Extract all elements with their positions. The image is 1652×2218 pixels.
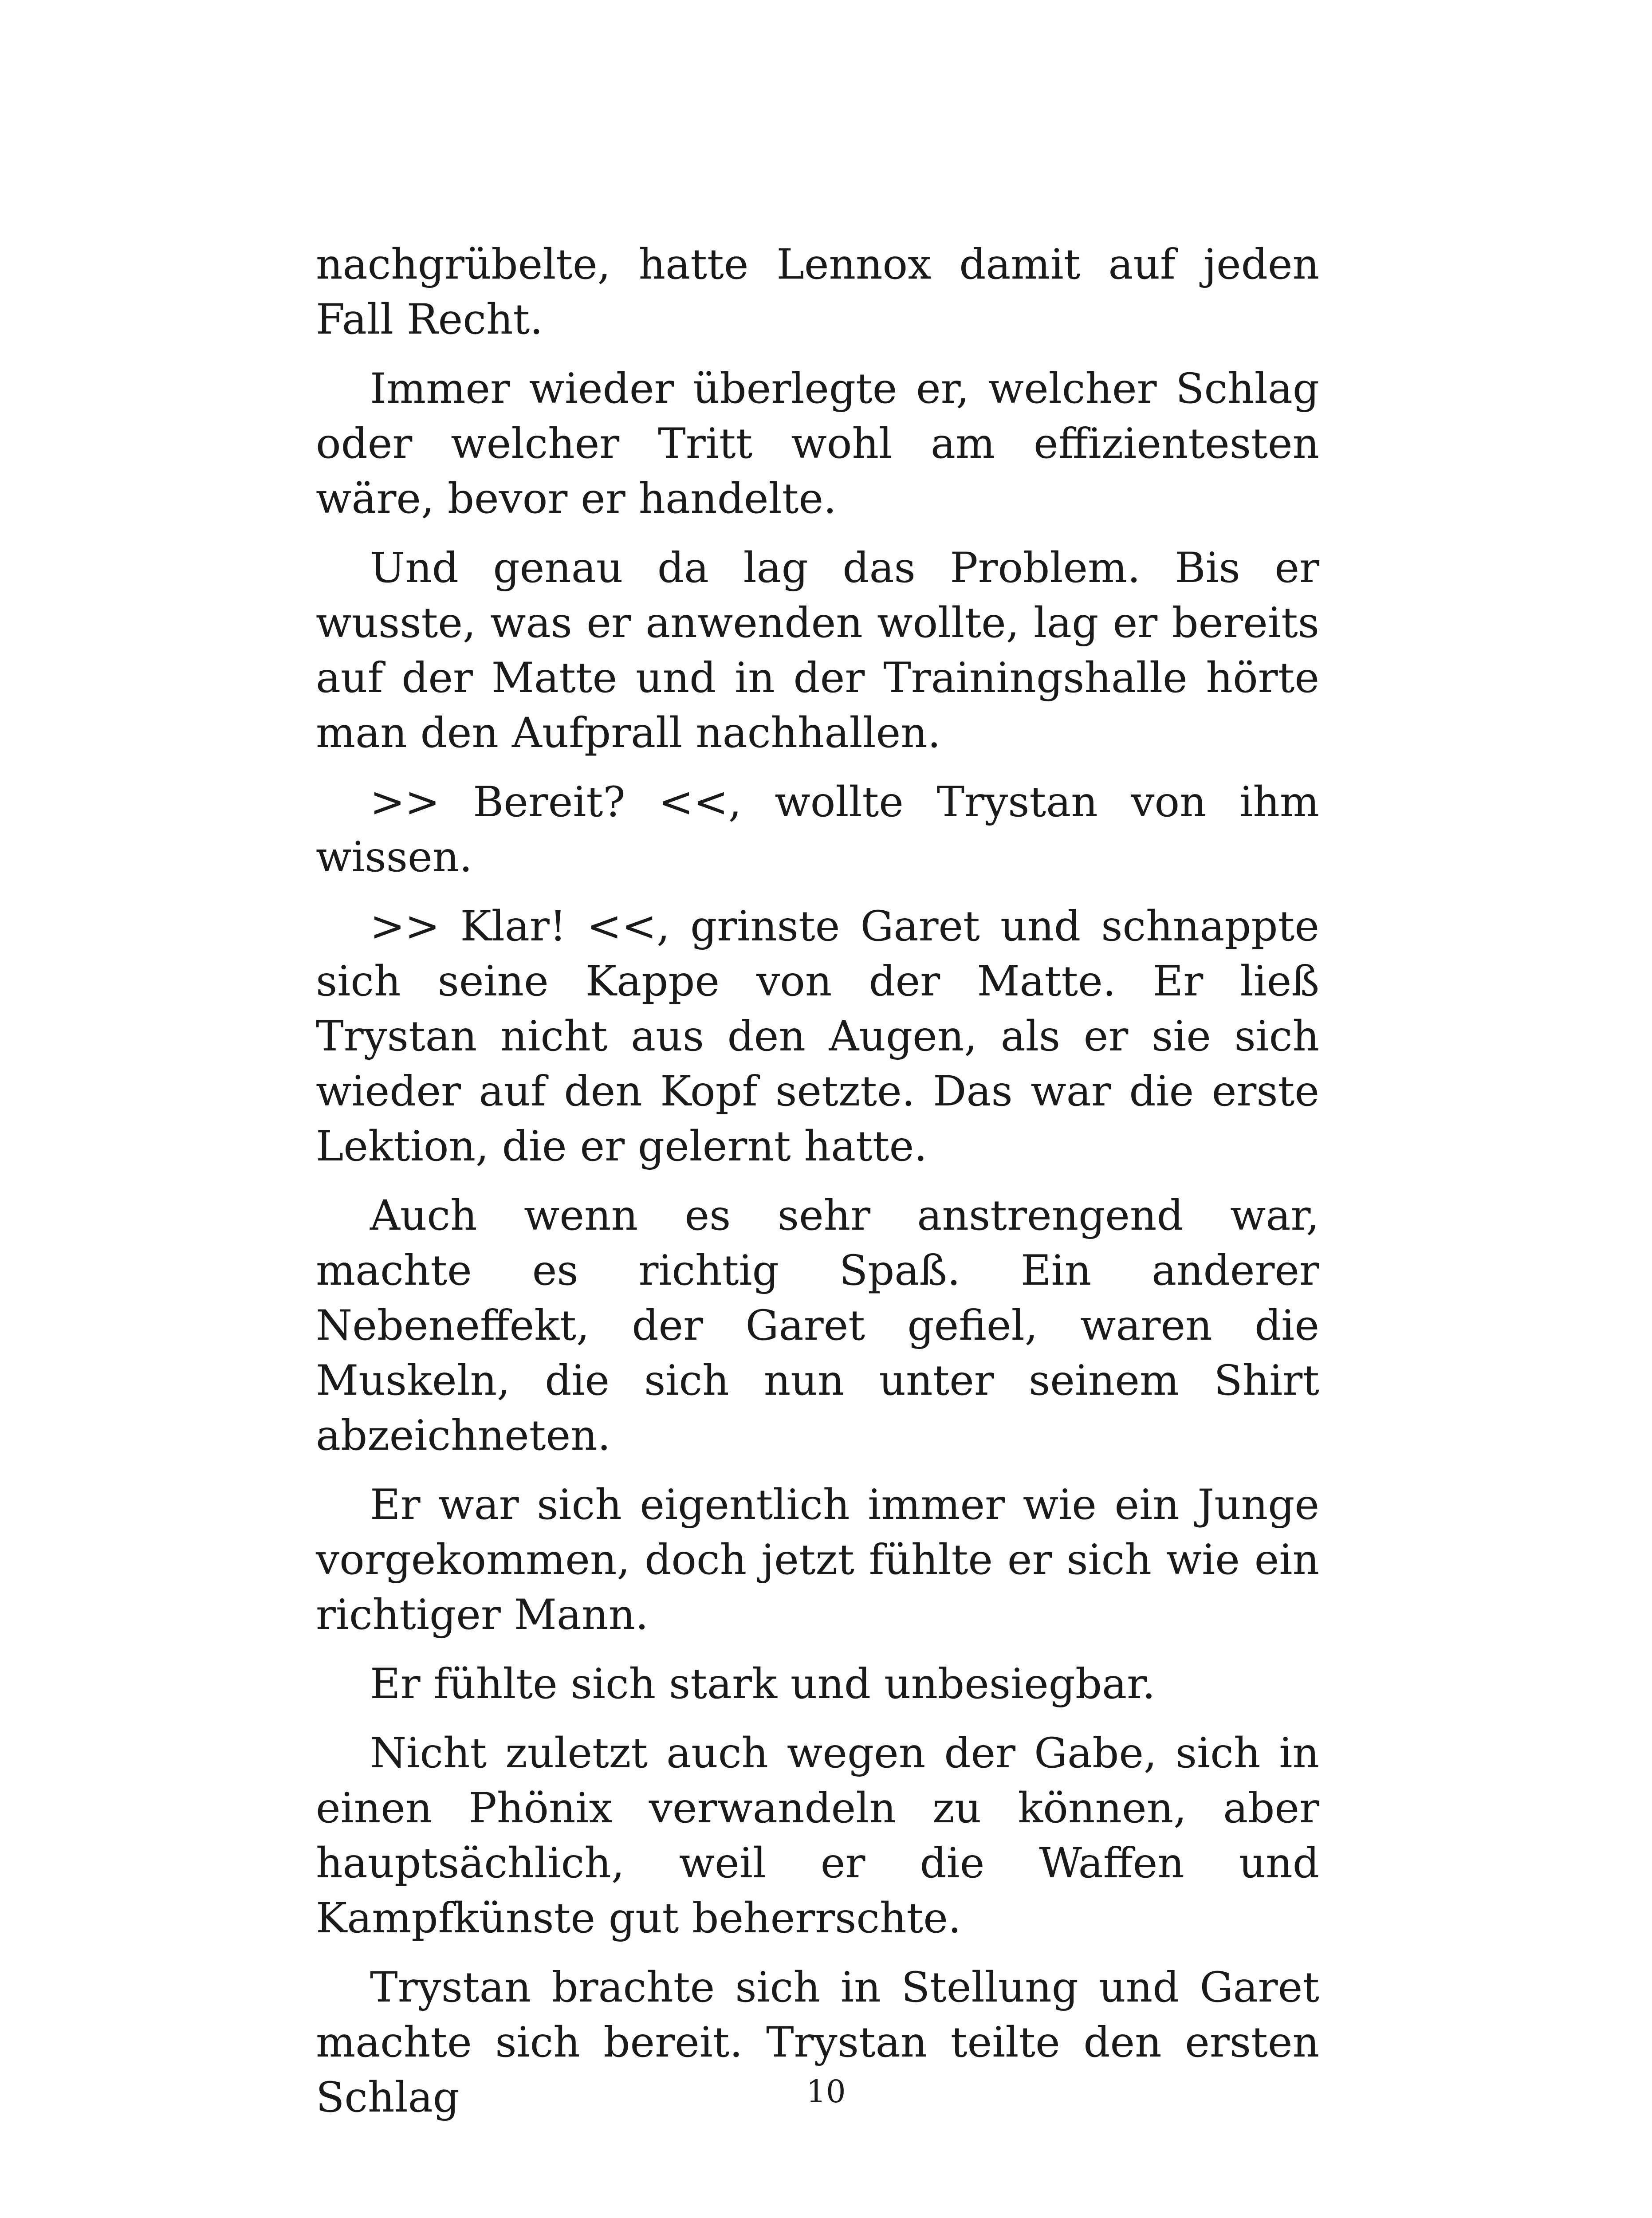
- paragraph-8: Er fühlte sich stark und unbesiegbar.: [370, 1660, 1156, 1708]
- paragraph-2: Immer wieder überlegte er, welcher Schlag oder welcher Tritt wohl am effizientesten wäre, bevor er handelte.: [316, 365, 1319, 523]
- paragraph-4: >> Bereit? <<, wollte Trystan von ihm wissen.: [316, 778, 1319, 881]
- page-number: 10: [806, 2073, 846, 2110]
- paragraph-1: nachgrübelte, hatte Lennox damit auf jeden Fall Recht.: [316, 240, 1319, 344]
- paragraph-6: Auch wenn es sehr anstrengend war, machte es richtig Spaß. Ein anderer Nebeneffekt, der Garet gefiel, waren die Muskeln, die sich nun unter seinem Shirt abzeichneten.: [316, 1192, 1319, 1460]
- paragraph-5: >> Klar! <<, grinste Garet und schnappte sich seine Kappe von der Matte. Er ließ Trystan nicht aus den Augen, als er sie sich wieder auf den Kopf setzte. Das war die erste Lektion, die er gelernt hatte.: [316, 902, 1319, 1171]
- paragraph-9: Nicht zuletzt auch wegen der Gabe, sich in einen Phönix verwandeln zu können, aber hauptsächlich, weil er die Waffen und Kampfkünste gut beherrschte.: [316, 1729, 1319, 1943]
- body-text: [316, 237, 1319, 2139]
- paragraph-10: Trystan brachte sich in Stellung und Garet machte sich bereit. Trystan teilte den ersten Schlag: [316, 1963, 1319, 2122]
- paragraph-7: Er war sich eigentlich immer wie ein Junge vorgekommen, doch jetzt fühlte er sich wie ein richtiger Mann.: [316, 1481, 1319, 1639]
- paragraph-3: Und genau da lag das Problem. Bis er wusste, was er anwenden wollte, lag er bereits auf der Matte und in der Trainingshalle hörte man den Aufprall nachhallen.: [316, 544, 1319, 757]
